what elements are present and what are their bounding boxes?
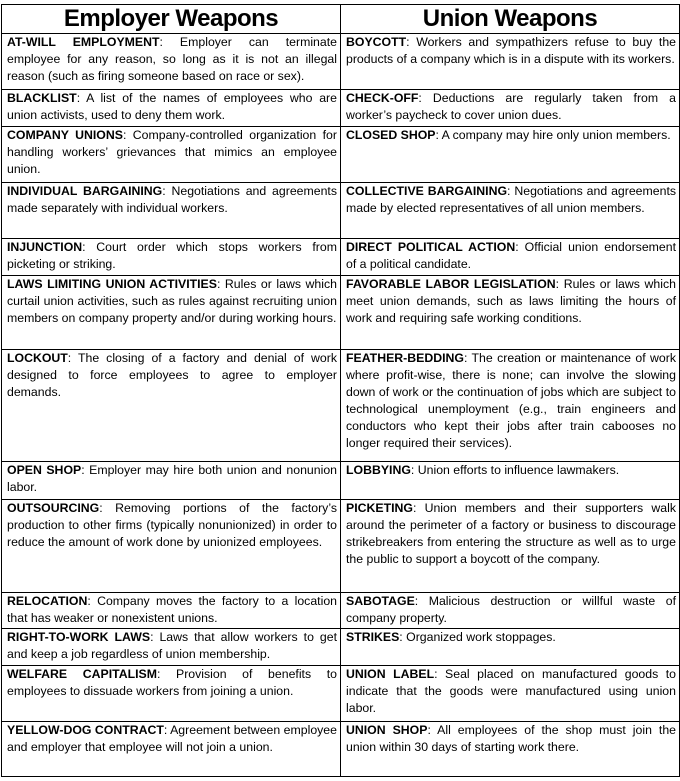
table-body [2, 34, 680, 777]
union-weapon-cell [341, 666, 680, 722]
definition: : Rules or laws which meet union demands, such as laws limiting the hours of work and requiring safe working conditions. [346, 277, 676, 325]
definition: : Company-controlled organization for handling workers’ grievances that mimics an employee union. [7, 128, 337, 176]
table-row [2, 34, 680, 90]
table-row [2, 500, 680, 593]
employer-weapon-cell [2, 34, 341, 90]
employer-weapon-cell [2, 276, 341, 350]
definition: : Removing portions of the factory’s production to other firms (typically nonunionized) in order to reduce the amount of work done by unionized employees. [7, 501, 337, 549]
employer-weapon-cell [2, 350, 341, 462]
definition: : Employer can terminate employee for any reason, so long as it is not an illegal reason (such as firing someone based on race or sex). [7, 35, 337, 83]
term: BOYCOTT [346, 35, 407, 49]
definition: : A company may hire only union members. [435, 128, 671, 142]
employer-weapons-heading: Employer Weapons [2, 5, 341, 34]
weapons-table [1, 4, 680, 777]
employer-weapon-cell [2, 90, 341, 127]
definition: : Agreement between employee and employer that employee will not join a union. [7, 723, 337, 754]
table-row [2, 722, 680, 777]
term: PICKETING [346, 501, 413, 515]
definition: : Official union endorsement of a political candidate. [346, 240, 676, 271]
term: RIGHT-TO-WORK LAWS [7, 630, 151, 644]
definition: : Seal placed on manufactured goods to indicate that the goods were manufactured using union labor. [346, 667, 676, 715]
table-row [2, 666, 680, 722]
union-weapon-cell [341, 629, 680, 666]
definition: : Negotiations and agreements made separately with individual workers. [7, 184, 337, 215]
term: AT-WILL EMPLOYMENT [7, 35, 160, 49]
union-weapon-cell [341, 239, 680, 276]
term: COLLECTIVE BARGAINING [346, 184, 508, 198]
employer-weapon-cell [2, 183, 341, 239]
term: CLOSED SHOP [346, 128, 436, 142]
union-weapons-heading: Union Weapons [341, 5, 680, 34]
table-row [2, 90, 680, 127]
term: COMPANY UNIONS [7, 128, 123, 142]
table-row [2, 462, 680, 500]
term: WELFARE CAPITALISM [7, 667, 157, 681]
union-weapon-cell [341, 722, 680, 777]
definition: : Organized work stoppages. [399, 630, 556, 644]
definition: : A list of the names of employees who are union activists, used to deny them work. [7, 91, 337, 122]
term: FEATHER-BEDDING [346, 351, 464, 365]
union-weapon-cell [341, 276, 680, 350]
union-weapon-cell [341, 593, 680, 629]
employer-weapon-cell [2, 629, 341, 666]
employer-weapon-cell [2, 239, 341, 276]
table-row [2, 127, 680, 183]
definition: : Laws that allow workers to get and keep a job regardless of union membership. [7, 630, 337, 661]
employer-weapon-cell [2, 127, 341, 183]
definition: : Rules or laws which curtail union activities, such as rules against recruiting union members on company property and/or during working hours. [7, 277, 337, 325]
definition: : All employees of the shop must join the union within 30 days of starting work there. [346, 723, 676, 754]
header-row [2, 5, 680, 34]
definition: : Company moves the factory to a location that has weaker or nonexistent unions. [7, 594, 337, 625]
term: LOBBYING [346, 463, 411, 477]
table-row [2, 183, 680, 239]
term: UNION LABEL [346, 667, 435, 681]
term: BLACKLIST [7, 91, 77, 105]
union-weapon-cell [341, 462, 680, 500]
term: LOCKOUT [7, 351, 68, 365]
term: LAWS LIMITING UNION ACTIVITIES [7, 277, 217, 291]
union-weapon-cell [341, 500, 680, 593]
table-row [2, 629, 680, 666]
definition: : Union efforts to influence lawmakers. [410, 463, 620, 477]
term: FAVORABLE LABOR LEGISLATION [346, 277, 556, 291]
table-row [2, 276, 680, 350]
definition: : Negotiations and agreements made by elected representatives of all union members. [346, 184, 677, 215]
definition: : Workers and sympathizers refuse to buy the products of a company which is in a dispute with its workers. [346, 35, 676, 66]
definition: : The closing of a factory and denial of work designed to force employees to agree to employer demands. [7, 351, 337, 399]
term: INJUNCTION [7, 240, 83, 254]
table-row [2, 593, 680, 629]
employer-weapon-cell [2, 666, 341, 722]
table-row [2, 350, 680, 462]
term: SABOTAGE [346, 594, 415, 608]
term: CHECK-OFF [346, 91, 419, 105]
term: DIRECT POLITICAL ACTION [346, 240, 516, 254]
definition: : Malicious destruction or willful waste of company property. [346, 594, 676, 625]
union-weapon-cell [341, 350, 680, 462]
union-weapon-cell [341, 34, 680, 90]
definition: : Deductions are regularly taken from a worker’s paycheck to cover union dues. [346, 91, 676, 122]
employer-weapon-cell [2, 722, 341, 777]
employer-weapon-cell [2, 462, 341, 500]
table-row [2, 239, 680, 276]
union-weapon-cell [341, 90, 680, 127]
union-weapon-cell [341, 183, 680, 239]
union-weapon-cell [341, 127, 680, 183]
term: INDIVIDUAL BARGAINING [7, 184, 163, 198]
term: UNION SHOP [346, 723, 428, 737]
term: STRIKES [346, 630, 400, 644]
employer-weapon-cell [2, 593, 341, 629]
term: OUTSOURCING [7, 501, 100, 515]
term: OPEN SHOP [7, 463, 82, 477]
employer-weapon-cell [2, 500, 341, 593]
definition: : The creation or maintenance of work where profit-wise, there is none; can involve the slowing down of work or the continuation of jobs which are subject to technological unemployment (e.g., train engineers and conductors who kept their jobs after train cabooses no longer required their services). [346, 351, 676, 450]
definition: : Provision of benefits to employees to dissuade workers from joining a union. [7, 667, 337, 698]
term: RELOCATION [7, 594, 88, 608]
term: YELLOW-DOG CONTRACT [7, 723, 164, 737]
definition: : Employer may hire both union and nonunion labor. [7, 463, 337, 494]
definition: : Union members and their supporters walk around the perimeter of a factory or business to discourage strikebreakers from entering the structure as well as to urge the public to support a boycott of the company. [346, 501, 676, 566]
definition: : Court order which stops workers from picketing or striking. [7, 240, 337, 271]
